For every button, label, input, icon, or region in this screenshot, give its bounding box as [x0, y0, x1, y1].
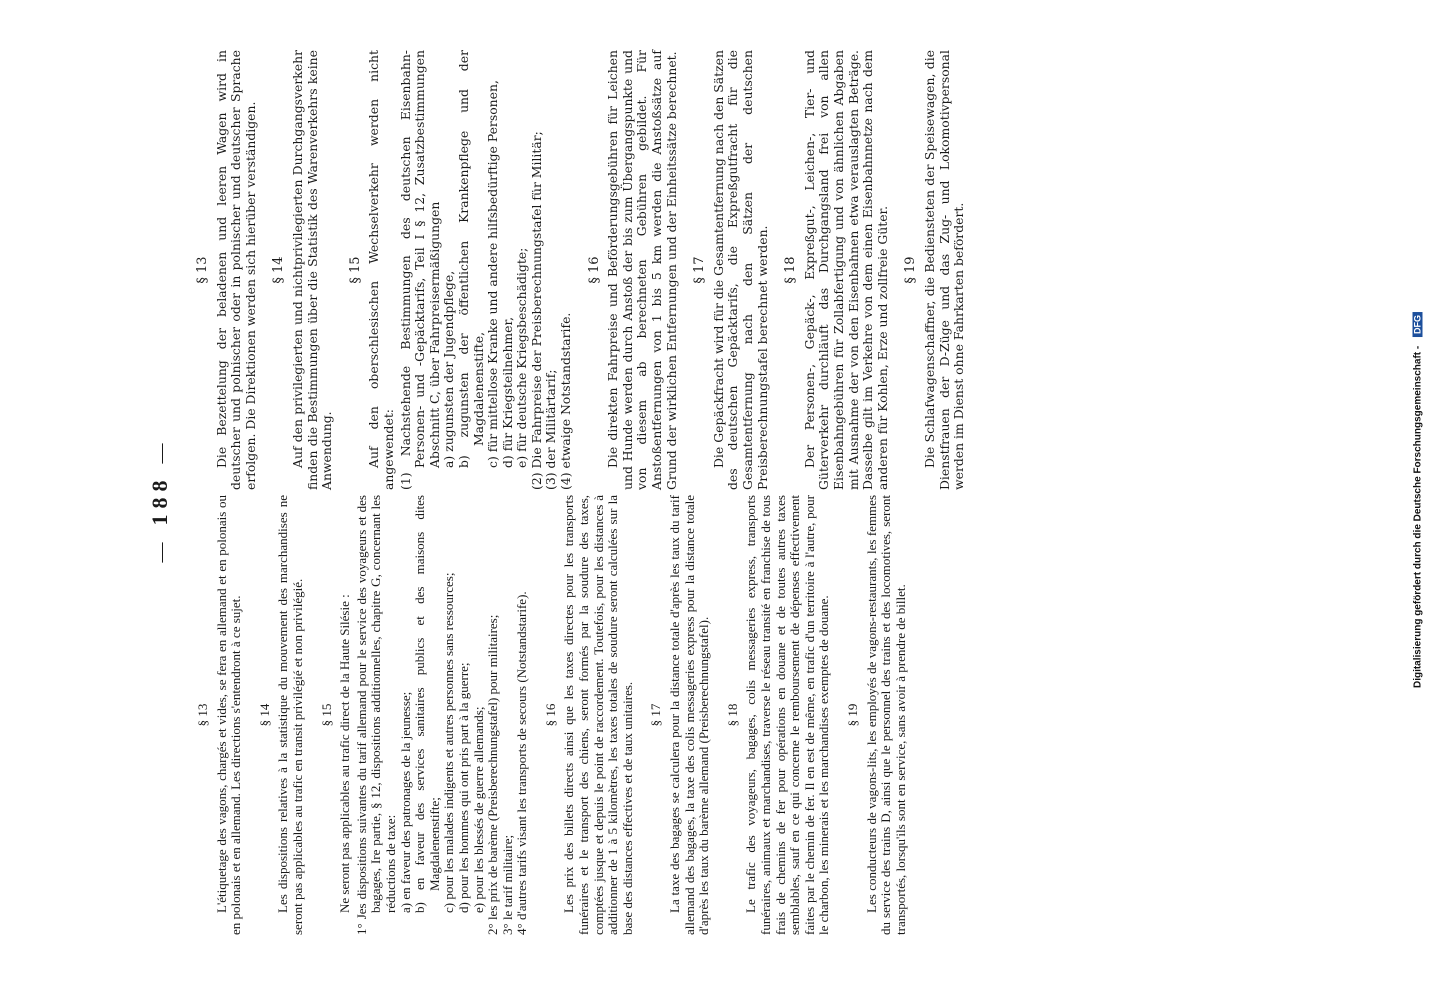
de-s15-title: § 15 — [347, 256, 363, 284]
fr-s15-item-e: e) pour les blessés de guerre allemands; — [470, 706, 486, 913]
fr-s15-item-d: d) pour les hommes qui ont pris part à la guerre; — [455, 662, 471, 913]
fr-s16-text: Les prix des billets directs ainsi que les taxes directes pour les transports funéraires et le transport des chiens, seront formés par la soudure des taxes, comptées jusque et depuis le point de raccordement. Toutefois, pour les distances à additionner de 1 à 5 kilomètres, les taxes totales de soudure seront calculées sur la base des distances effectives et de taux unitaires. — [561, 495, 635, 935]
french-column — [182, 495, 910, 935]
fr-s17-text: La taxe des bagages se calculera pour la distance totale d'après les taux du tarif allemand des bagages, la taxe des colis messageries express pour la distance totale d'après les taux du barème allemand (Preisberechnungstafel). — [667, 495, 712, 935]
fr-s13-text: L'étiquetage des vagons, chargés et vides, se fera en allemand et en polonais ou en polonais et en allemand. Les directions s'entendront à ce sujet. — [213, 495, 244, 935]
de-s17-text: Die Gepäckfracht wird für die Gesamtentfernung nach den Sätzen des deutschen Gepäcktarifs, die Expreßgutfracht für die Gesamtentfernung nach den Sätzen der deutschen Preisberechnungstafel berechnet werden. — [710, 50, 770, 490]
header-dash-right: — — [150, 437, 172, 464]
fr-s18-text: Le trafic des voyageurs, bagages, colis messageries express, transports funéraires, animaux et marchandises, traverse le réseau transité en franchise de tous frais de chemins de fer pour opérations en douane et de toutes autres taxes semblables, sauf en ce qui concerne le remboursement de dépenses effectivement faites par le chemin de fer. Il en est de même, en trafic d'un territoire à l'autre, pour le charbon, les minerais et les marchandises exemptes de douane. — [743, 495, 832, 935]
de-s16-title: § 16 — [586, 256, 602, 284]
de-s19-text: Die Schlafwagenschaffner, die Bediensteten der Speisewagen, die Dienstfrauen der D-Züge und das Zug- und Lokomotivpersonal werden im Dienst ohne Fahrkarten befördert. — [921, 50, 967, 490]
de-s13-text: Die Bezettelung der beladenen und leeren Wagen wird in deutscher und polnischer oder in polnischer und deutscher Sprache erfolgen. Die Direktionen werden sich hierüber verständigen. — [213, 50, 258, 490]
german-column — [182, 50, 969, 490]
fr-s19-text: Les conducteurs de vagons-lits, les employés de vagons-restaurants, les femmes du service des trains D, ainsi que le personnel des trains et des locomotives, seront transportés, lorsqu'ils sont en service, sans avoir à prendre de billet. — [863, 495, 908, 935]
de-s15-list — [399, 50, 574, 490]
de-s15-item-2: (2) Die Fahrpreise der Preisberechnungstafel für Militär; — [528, 131, 544, 490]
de-s15-item-b: b) zugunsten der öffentlichen Krankenpflege und der Magdalenenstifte, — [455, 50, 486, 468]
de-s15-item-3: (3) der Militärtarif; — [543, 369, 559, 490]
fr-s15-item-a: a) en faveur des patronages de la jeunesse; — [397, 691, 413, 913]
fr-s14-title: § 14 — [256, 703, 272, 727]
fr-s14-text: Les dispositions relatives à la statistique du mouvement des marchandises ne seront pas applicables au trafic en transit privilégié et non privilégié. — [275, 495, 305, 935]
fr-s18-title: § 18 — [724, 703, 740, 727]
rotated-page — [47, 10, 1387, 990]
de-s15-item-a: a) zugunsten der Jugendpflege, — [441, 270, 457, 468]
page-number: 188 — [147, 474, 172, 526]
fr-s15-item-2: 2° les prix de barème (Preisberechnungstafel) pour militaires; — [485, 614, 501, 935]
fr-s15-title: § 15 — [318, 703, 334, 727]
de-s15-item-e: e) für deutsche Kriegsbeschädigte; — [514, 247, 530, 468]
de-s19-title: § 19 — [903, 256, 919, 284]
de-s18-title: § 18 — [783, 256, 799, 284]
header-dash-left: — — [150, 536, 172, 563]
de-s15-item-d: d) für Kriegsteilnehmer, — [499, 316, 515, 468]
de-s15-item-4: (4) etwaige Notstandstarife. — [558, 312, 574, 490]
dfg-note-text: Digitalisierung gefördert durch die Deutsche Forschungsgemeinschaft - — [1412, 345, 1424, 689]
fr-s15-item-b: b) en faveur des services sanitaires publics et des maisons dites Magdalenenstifte; — [412, 495, 442, 913]
page-header — [147, 10, 173, 990]
fr-s15-item-1: 1° Jes dispositions suivantes du tarif allemand pour le service des voyageurs et des bagages, Ire partie, § 12, dispositions additionnelles, chapitre G, concernant les réductions de taxe: — [353, 495, 398, 935]
fr-s17-title: § 17 — [648, 703, 664, 727]
fr-s15-intro: Ne seront pas applicables au trafic direct de la Haute Silésie : — [337, 594, 353, 913]
de-s18-text: Der Personen-, Gepäck-, Expreßgut-, Leichen-, Tier- und Güterverkehr durchläuft das Durchgangsland frei von allen Eisenbahngebühren für Zollabfertigung und von ähnlichen Abgaben mit Ausnahme der von den Eisenbahnen etwa verauslagten Beträge. Dasselbe gilt im Verkehre von dem einen Eisenbahnnetze nach dem anderen für Kohlen, Erze und zollfreie Güter. — [801, 50, 890, 490]
dfg-side-note — [1406, 0, 1430, 1000]
fr-s15-item-3: 3° le tarif militaire; — [499, 834, 515, 935]
de-s15-item-1: (1) Nachstehende Bestimmungen des deutschen Eisenbahn-Personen- und -Gepäcktarifs, Teil I § 12, Zusatzbestimmungen Abschnitt C, über Fahrpreisermäßigungen — [397, 50, 442, 490]
fr-s15-item-4: 4° d'autres tarifs visant les transports de secours (Notstandstarife). — [514, 591, 530, 935]
de-s15-intro: Auf den oberschlesischen Wechselverkehr werden nicht angewendet: — [366, 50, 396, 490]
de-s15-item-c: c) für mittellose Kranke und andere hilfsbedürftige Personen, — [485, 80, 501, 468]
fr-s19-title: § 19 — [844, 703, 860, 727]
de-s14-text: Auf den privilegierten und nichtprivilegierten Durchgangsverkehr finden die Bestimmungen über die Statistik des Warenverkehrs keine Anwendung. — [289, 50, 335, 490]
de-s16-text: Die direkten Fahrpreise und Beförderungsgebühren für Leichen und Hunde werden durch Anstoß der bis zum Übergangspunkte und von diesem ab berechneten Gebühren gebildet. Für Anstoßentfernungen von 1 bis 5 km werden die Anstoßsätze auf Grund der wirklichen Entfernungen und der Einheitssätze berechnet. — [605, 50, 679, 490]
de-s14-title: § 14 — [271, 256, 287, 284]
dfg-badge: DFG — [1413, 312, 1423, 337]
fr-s15-item-c: c) pour les malades indigents et autres personnes sans ressources; — [441, 572, 457, 913]
de-s13-title: § 13 — [195, 256, 210, 284]
fr-s16-title: § 16 — [542, 703, 558, 727]
fr-s15-list — [355, 495, 530, 935]
de-s17-title: § 17 — [692, 256, 708, 284]
fr-s13-title: § 13 — [195, 703, 210, 727]
